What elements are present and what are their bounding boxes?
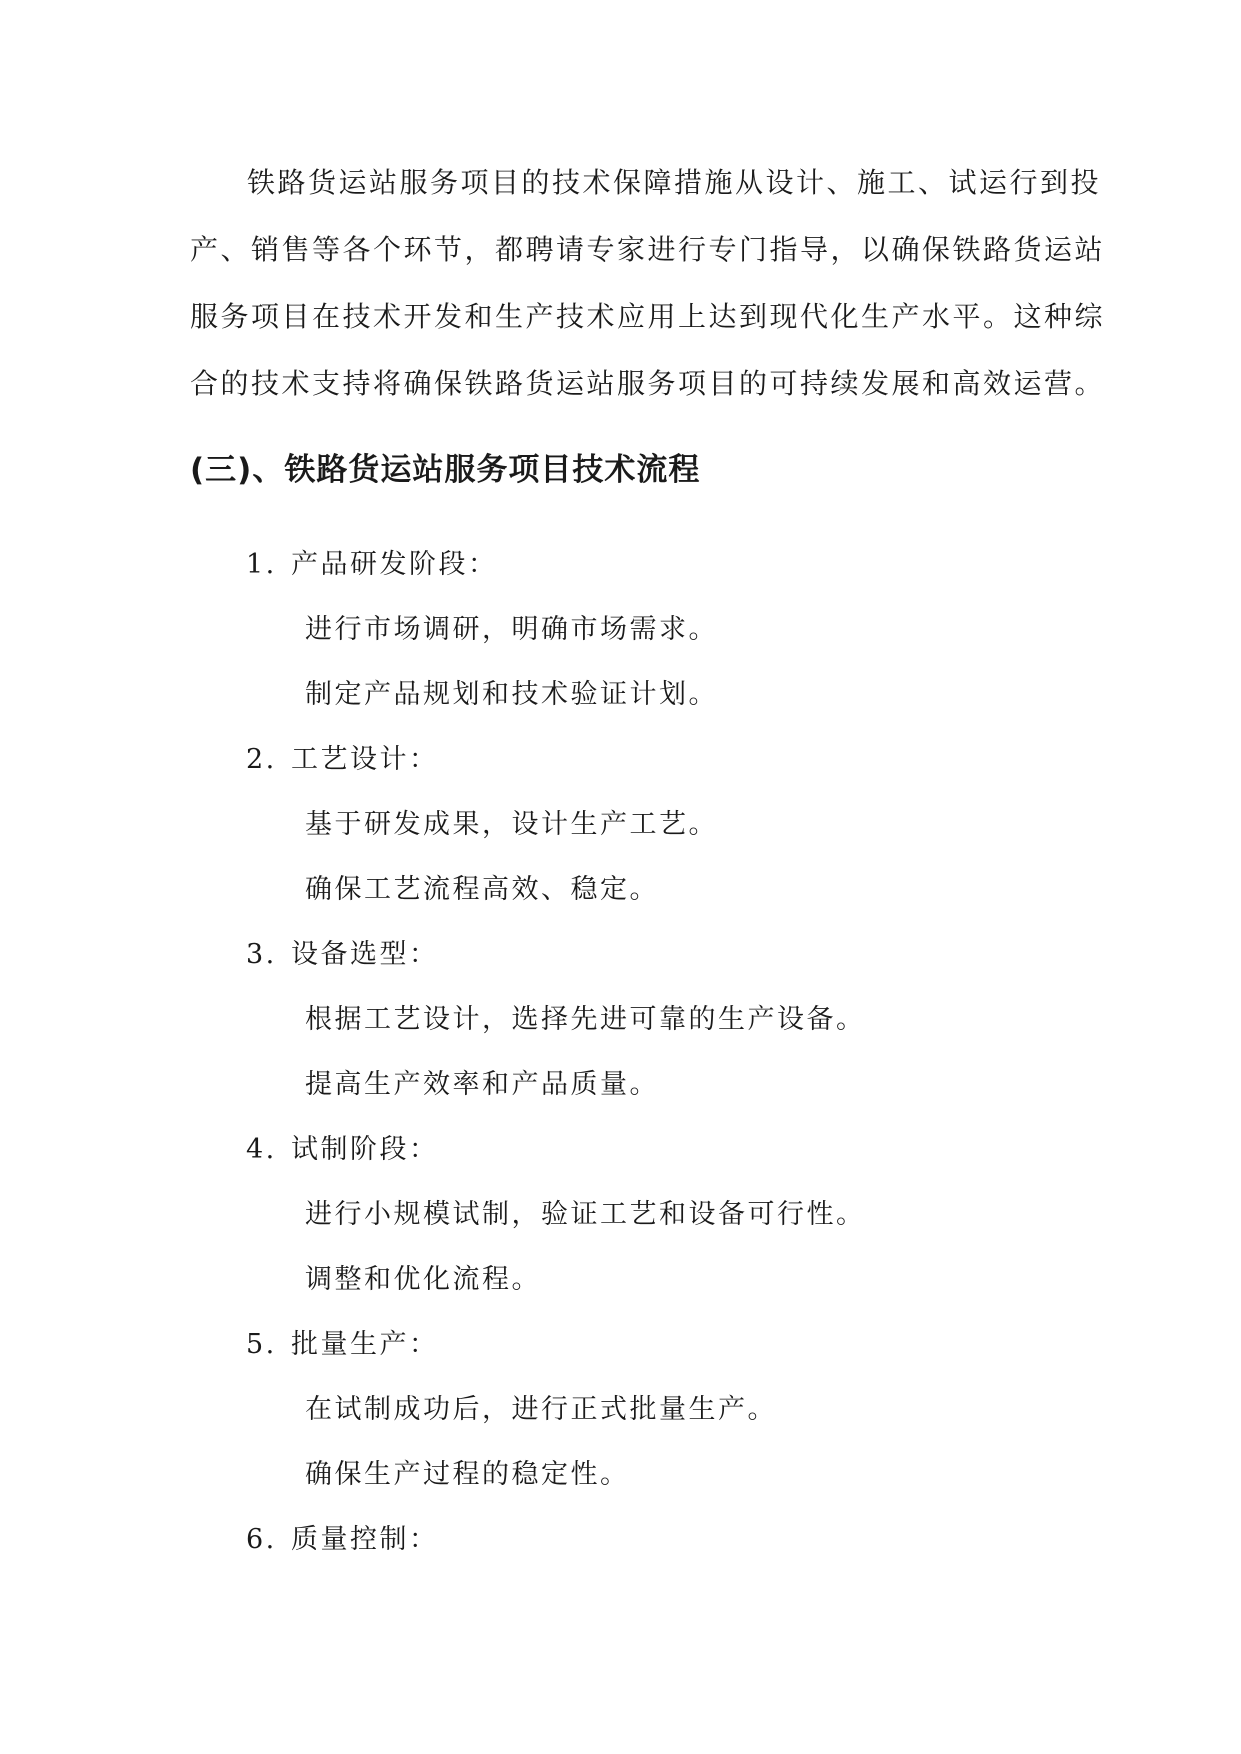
process-step	[246, 1320, 1066, 1515]
step-item: 基于研发成果，设计生产工艺。	[305, 809, 718, 840]
step-title-row	[246, 540, 1066, 605]
process-step	[246, 1515, 1066, 1580]
step-title-row	[246, 735, 1066, 800]
intro-line: 铁路货运站服务项目的技术保障措施从设计、施工、试运行到投	[247, 166, 1102, 199]
step-number: 3.	[246, 939, 277, 970]
intro-line: 合的技术支持将确保铁路货运站服务项目的可持续发展和高效运营。	[190, 367, 1106, 400]
section-heading: (三)、铁路货运站服务项目技术流程	[190, 452, 701, 488]
intro-line: 产、销售等各个环节，都聘请专家进行专门指导，以确保铁路货运站	[190, 233, 1106, 266]
step-title-row	[246, 1515, 1066, 1580]
step-title-row	[246, 930, 1066, 995]
step-number: 5.	[246, 1329, 277, 1360]
step-title-row	[246, 1125, 1066, 1190]
process-step	[246, 540, 1066, 735]
process-step	[246, 735, 1066, 930]
step-number: 6.	[246, 1524, 277, 1555]
step-title: 设备选型：	[291, 939, 439, 970]
process-step	[246, 930, 1066, 1125]
step-number: 4.	[246, 1134, 277, 1165]
step-number: 2.	[246, 744, 277, 775]
step-title: 工艺设计：	[291, 744, 439, 775]
step-item: 在试制成功后，进行正式批量生产。	[305, 1394, 777, 1425]
step-item: 进行市场调研，明确市场需求。	[305, 614, 718, 645]
step-item: 确保工艺流程高效、稳定。	[305, 874, 659, 905]
step-title: 试制阶段：	[291, 1134, 439, 1165]
step-title: 质量控制：	[291, 1524, 439, 1555]
step-title-row	[246, 1320, 1066, 1385]
step-item: 制定产品规划和技术验证计划。	[305, 679, 718, 710]
step-number: 1.	[246, 549, 277, 580]
step-title: 批量生产：	[291, 1329, 439, 1360]
step-item: 根据工艺设计，选择先进可靠的生产设备。	[305, 1004, 866, 1035]
step-item: 确保生产过程的稳定性。	[305, 1459, 630, 1490]
process-step	[246, 1125, 1066, 1320]
intro-paragraph	[190, 158, 1106, 426]
step-item: 提高生产效率和产品质量。	[305, 1069, 659, 1100]
step-title: 产品研发阶段：	[291, 549, 498, 580]
process-steps-list	[246, 540, 1066, 1580]
intro-line: 服务项目在技术开发和生产技术应用上达到现代化生产水平。这种综	[190, 300, 1106, 333]
step-item: 调整和优化流程。	[305, 1264, 541, 1295]
step-item: 进行小规模试制，验证工艺和设备可行性。	[305, 1199, 866, 1230]
